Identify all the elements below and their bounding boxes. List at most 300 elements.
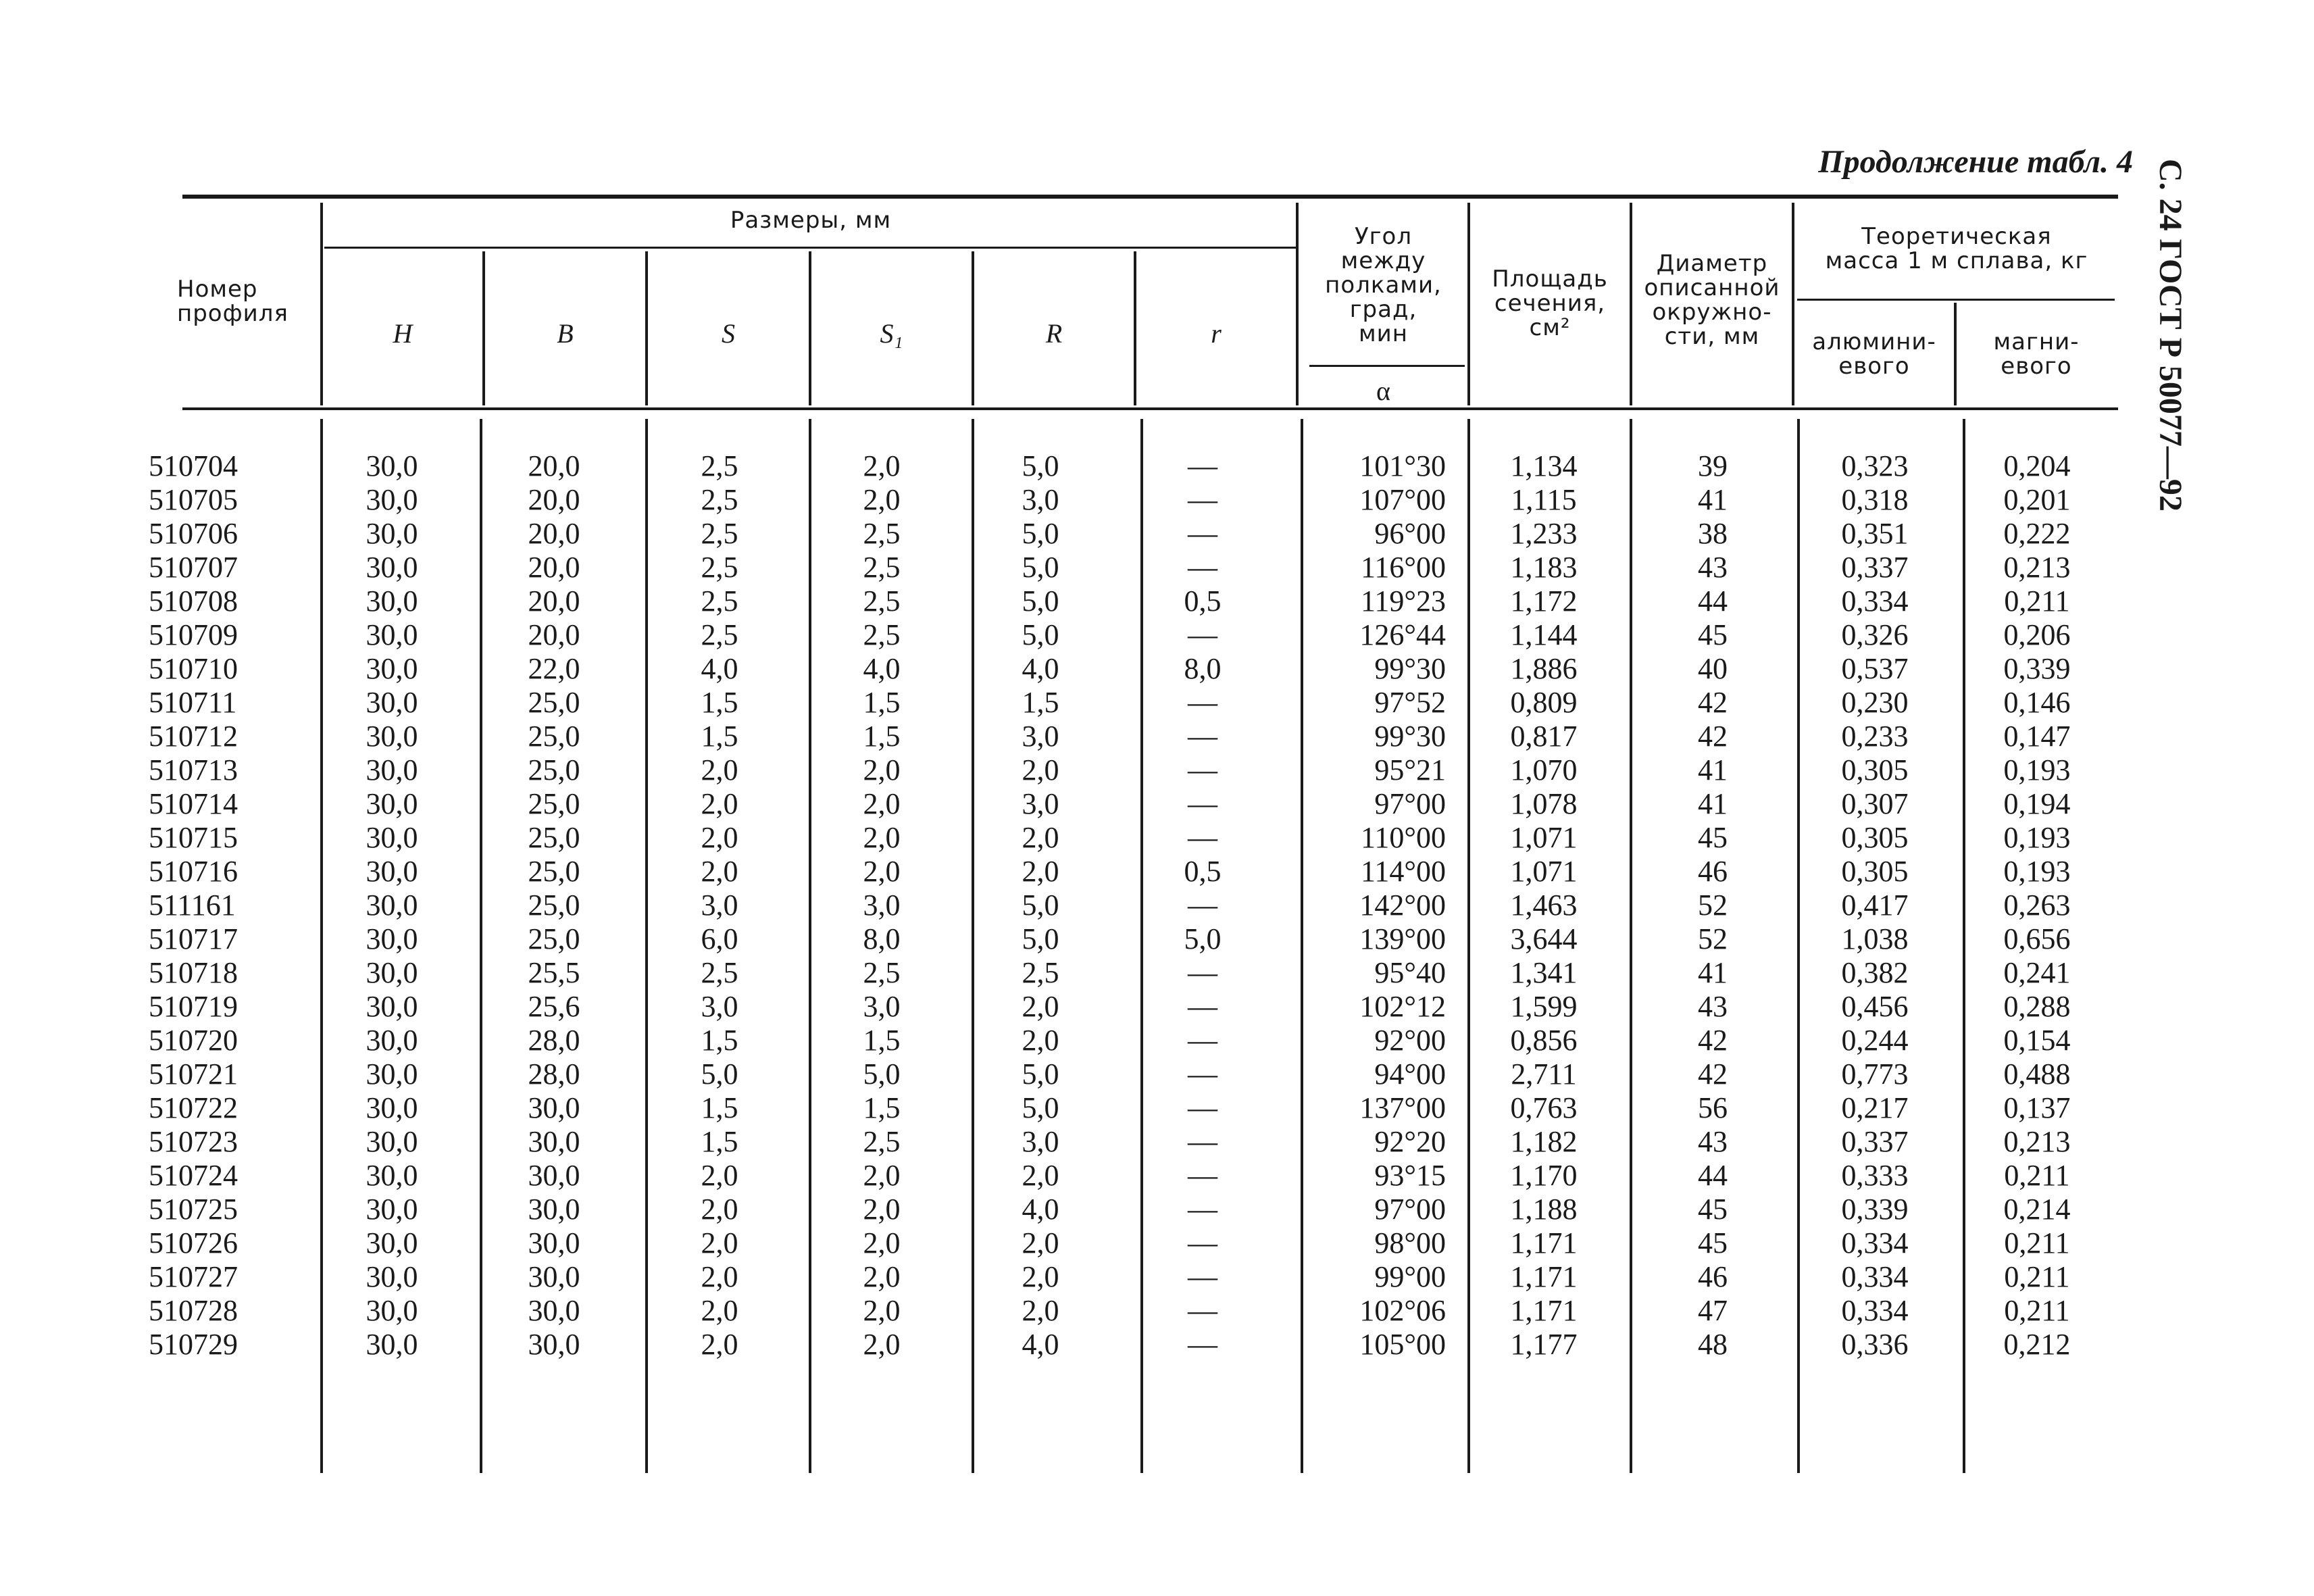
b-cell: 30,0 bbox=[528, 1328, 580, 1361]
big-r-cell: 5,0 bbox=[1022, 922, 1059, 955]
area-cell: 1,170 bbox=[1510, 1159, 1578, 1192]
big-r-cell: 1,5 bbox=[1022, 686, 1059, 719]
angle-cell: 92°00 bbox=[1374, 1024, 1446, 1057]
big-r-cell: 5,0 bbox=[1022, 584, 1059, 618]
magnesium-mass-cell: 0,488 bbox=[2003, 1057, 2071, 1091]
b-cell: 20,0 bbox=[528, 483, 580, 516]
s1-cell: 2,0 bbox=[863, 1159, 901, 1192]
table-row bbox=[0, 1193, 2314, 1226]
s1-cell: 3,0 bbox=[863, 889, 901, 922]
profile-number-cell: 510726 bbox=[149, 1226, 238, 1260]
header-diameter: Диаметр описанной окружно- сти, мм bbox=[1644, 250, 1780, 350]
small-r-cell: — bbox=[1188, 1091, 1217, 1124]
header-bottom-rule bbox=[182, 407, 2118, 410]
angle-cell: 98°00 bbox=[1374, 1226, 1446, 1260]
big-r-cell: 5,0 bbox=[1022, 1091, 1059, 1124]
table-row bbox=[0, 618, 2314, 652]
magnesium-mass-cell: 0,212 bbox=[2003, 1328, 2071, 1361]
aluminum-mass-cell: 0,382 bbox=[1841, 956, 1909, 989]
area-cell: 1,134 bbox=[1510, 449, 1578, 482]
profile-number-cell: 510728 bbox=[149, 1294, 238, 1327]
big-r-cell: 2,0 bbox=[1022, 1294, 1059, 1327]
big-r-cell: 5,0 bbox=[1022, 449, 1059, 482]
angle-cell: 102°12 bbox=[1359, 990, 1446, 1023]
h-cell: 30,0 bbox=[366, 720, 418, 753]
profile-number-cell: 510711 bbox=[149, 686, 237, 719]
small-r-cell: — bbox=[1188, 753, 1217, 787]
angle-cell: 99°30 bbox=[1374, 652, 1446, 685]
s1-cell: 2,5 bbox=[863, 551, 901, 584]
h-cell: 30,0 bbox=[366, 787, 418, 820]
area-cell: 1,171 bbox=[1510, 1226, 1578, 1260]
angle-cell: 116°00 bbox=[1361, 551, 1446, 584]
h-cell: 30,0 bbox=[366, 1294, 418, 1327]
profile-number-cell: 510704 bbox=[149, 449, 238, 482]
profile-number-cell: 510713 bbox=[149, 753, 238, 787]
b-cell: 25,0 bbox=[528, 686, 580, 719]
header-dimensions: Размеры, мм bbox=[730, 207, 892, 234]
h-cell: 30,0 bbox=[366, 855, 418, 888]
diameter-cell: 40 bbox=[1698, 652, 1728, 685]
s-cell: 5,0 bbox=[701, 1057, 738, 1091]
s1-cell: 2,0 bbox=[863, 1260, 901, 1293]
table-row bbox=[0, 584, 2314, 618]
big-r-cell: 2,0 bbox=[1022, 855, 1059, 888]
area-cell: 1,071 bbox=[1510, 855, 1578, 888]
diameter-cell: 56 bbox=[1698, 1091, 1728, 1124]
aluminum-mass-cell: 0,334 bbox=[1841, 584, 1909, 618]
table-row bbox=[0, 517, 2314, 551]
big-r-cell: 4,0 bbox=[1022, 652, 1059, 685]
small-r-cell: — bbox=[1188, 720, 1217, 753]
diameter-cell: 48 bbox=[1698, 1328, 1728, 1361]
profile-number-cell: 510716 bbox=[149, 855, 238, 888]
s-cell: 2,0 bbox=[701, 753, 738, 787]
s1-cell: 2,0 bbox=[863, 1226, 901, 1260]
b-cell: 25,0 bbox=[528, 787, 580, 820]
s1-cell: 4,0 bbox=[863, 652, 901, 685]
table-row bbox=[0, 787, 2314, 821]
diameter-cell: 46 bbox=[1698, 855, 1728, 888]
angle-cell: 119°23 bbox=[1361, 584, 1446, 618]
small-r-cell: 0,5 bbox=[1184, 855, 1222, 888]
area-cell: 1,463 bbox=[1510, 889, 1578, 922]
angle-cell: 95°40 bbox=[1374, 956, 1446, 989]
diameter-cell: 41 bbox=[1698, 956, 1728, 989]
header-divider bbox=[1296, 203, 1299, 405]
magnesium-mass-cell: 0,193 bbox=[2003, 855, 2071, 888]
profile-number-cell: 510705 bbox=[149, 483, 238, 516]
diameter-cell: 45 bbox=[1698, 821, 1728, 854]
header-B: B bbox=[557, 318, 574, 349]
s-cell: 2,0 bbox=[701, 1226, 738, 1260]
magnesium-mass-cell: 0,154 bbox=[2003, 1024, 2071, 1057]
small-r-cell: — bbox=[1188, 1159, 1217, 1192]
diameter-cell: 52 bbox=[1698, 922, 1728, 955]
area-cell: 1,886 bbox=[1510, 652, 1578, 685]
magnesium-mass-cell: 0,213 bbox=[2003, 551, 2071, 584]
big-r-cell: 3,0 bbox=[1022, 1125, 1059, 1158]
aluminum-mass-cell: 0,230 bbox=[1841, 686, 1909, 719]
magnesium-mass-cell: 0,193 bbox=[2003, 753, 2071, 787]
table-continuation-caption: Продолжение табл. 4 bbox=[1818, 144, 2133, 180]
h-cell: 30,0 bbox=[366, 990, 418, 1023]
profile-number-cell: 510717 bbox=[149, 922, 238, 955]
area-cell: 1,171 bbox=[1510, 1260, 1578, 1293]
mass-group-rule bbox=[1797, 299, 2115, 301]
s-cell: 2,0 bbox=[701, 787, 738, 820]
area-cell: 1,171 bbox=[1510, 1294, 1578, 1327]
profile-number-cell: 510718 bbox=[149, 956, 238, 989]
s1-cell: 3,0 bbox=[863, 990, 901, 1023]
s1-cell: 5,0 bbox=[863, 1057, 901, 1091]
h-cell: 30,0 bbox=[366, 517, 418, 550]
b-cell: 28,0 bbox=[528, 1057, 580, 1091]
diameter-cell: 42 bbox=[1698, 686, 1728, 719]
magnesium-mass-cell: 0,213 bbox=[2003, 1125, 2071, 1158]
s-cell: 1,5 bbox=[701, 1091, 738, 1124]
table-top-rule bbox=[182, 195, 2118, 199]
diameter-cell: 42 bbox=[1698, 1057, 1728, 1091]
big-r-cell: 3,0 bbox=[1022, 720, 1059, 753]
h-cell: 30,0 bbox=[366, 483, 418, 516]
page-running-header: С. 24 ГОСТ Р 50077—92 bbox=[2153, 159, 2188, 512]
small-r-cell: — bbox=[1188, 618, 1217, 651]
s1-cell: 2,5 bbox=[863, 956, 901, 989]
big-r-cell: 3,0 bbox=[1022, 483, 1059, 516]
s-cell: 2,0 bbox=[701, 1193, 738, 1226]
b-cell: 30,0 bbox=[528, 1125, 580, 1158]
b-cell: 28,0 bbox=[528, 1024, 580, 1057]
big-r-cell: 2,0 bbox=[1022, 821, 1059, 854]
header-magnesium: магни- евого bbox=[1993, 328, 2080, 380]
b-cell: 30,0 bbox=[528, 1226, 580, 1260]
h-cell: 30,0 bbox=[366, 618, 418, 651]
profile-number-cell: 510719 bbox=[149, 990, 238, 1023]
magnesium-mass-cell: 0,211 bbox=[2004, 1260, 2070, 1293]
area-cell: 1,341 bbox=[1510, 956, 1578, 989]
small-r-cell: — bbox=[1188, 1057, 1217, 1091]
header-angle-symbol: α bbox=[1376, 376, 1390, 406]
table-row bbox=[0, 1091, 2314, 1125]
big-r-cell: 3,0 bbox=[1022, 787, 1059, 820]
area-cell: 0,763 bbox=[1510, 1091, 1578, 1124]
diameter-cell: 47 bbox=[1698, 1294, 1728, 1327]
table-row bbox=[0, 1260, 2314, 1294]
small-r-cell: — bbox=[1188, 1260, 1217, 1293]
b-cell: 25,0 bbox=[528, 855, 580, 888]
table-row bbox=[0, 483, 2314, 517]
angle-cell: 94°00 bbox=[1374, 1057, 1446, 1091]
aluminum-mass-cell: 0,337 bbox=[1841, 1125, 1909, 1158]
aluminum-mass-cell: 0,351 bbox=[1841, 517, 1909, 550]
diameter-cell: 39 bbox=[1698, 449, 1728, 482]
h-cell: 30,0 bbox=[366, 1226, 418, 1260]
profile-number-cell: 510724 bbox=[149, 1159, 238, 1192]
magnesium-mass-cell: 0,211 bbox=[2004, 1159, 2070, 1192]
diameter-cell: 44 bbox=[1698, 1159, 1728, 1192]
h-cell: 30,0 bbox=[366, 1328, 418, 1361]
angle-cell: 110°00 bbox=[1361, 821, 1446, 854]
area-cell: 0,817 bbox=[1510, 720, 1578, 753]
small-r-cell: — bbox=[1188, 483, 1217, 516]
profile-number-cell: 510715 bbox=[149, 821, 238, 854]
h-cell: 30,0 bbox=[366, 1024, 418, 1057]
small-r-cell: — bbox=[1188, 1226, 1217, 1260]
dimensions-group-rule bbox=[324, 247, 1297, 249]
header-divider bbox=[320, 203, 323, 405]
magnesium-mass-cell: 0,214 bbox=[2003, 1193, 2071, 1226]
big-r-cell: 2,0 bbox=[1022, 1260, 1059, 1293]
profile-number-cell: 511161 bbox=[149, 889, 236, 922]
profile-number-cell: 510707 bbox=[149, 551, 238, 584]
s1-cell: 2,0 bbox=[863, 787, 901, 820]
s-cell: 6,0 bbox=[701, 922, 738, 955]
s1-cell: 2,5 bbox=[863, 1125, 901, 1158]
b-cell: 30,0 bbox=[528, 1294, 580, 1327]
s-cell: 4,0 bbox=[701, 652, 738, 685]
aluminum-mass-cell: 0,773 bbox=[1841, 1057, 1909, 1091]
angle-cell: 99°30 bbox=[1374, 720, 1446, 753]
diameter-cell: 41 bbox=[1698, 753, 1728, 787]
profile-number-cell: 510727 bbox=[149, 1260, 238, 1293]
diameter-cell: 43 bbox=[1698, 1125, 1728, 1158]
table-row bbox=[0, 720, 2314, 753]
magnesium-mass-cell: 0,656 bbox=[2003, 922, 2071, 955]
small-r-cell: — bbox=[1188, 551, 1217, 584]
table-row bbox=[0, 551, 2314, 584]
s-cell: 3,0 bbox=[701, 990, 738, 1023]
s1-cell: 2,5 bbox=[863, 517, 901, 550]
table-row bbox=[0, 956, 2314, 990]
angle-cell: 102°06 bbox=[1359, 1294, 1446, 1327]
h-cell: 30,0 bbox=[366, 889, 418, 922]
s-cell: 2,5 bbox=[701, 483, 738, 516]
s1-cell: 2,5 bbox=[863, 584, 901, 618]
aluminum-mass-cell: 1,038 bbox=[1841, 922, 1909, 955]
header-R: R bbox=[1045, 318, 1063, 349]
aluminum-mass-cell: 0,305 bbox=[1841, 855, 1909, 888]
aluminum-mass-cell: 0,417 bbox=[1841, 889, 1909, 922]
s-cell: 2,0 bbox=[701, 1159, 738, 1192]
diameter-cell: 42 bbox=[1698, 720, 1728, 753]
aluminum-mass-cell: 0,318 bbox=[1841, 483, 1909, 516]
area-cell: 1,078 bbox=[1510, 787, 1578, 820]
profile-number-cell: 510706 bbox=[149, 517, 238, 550]
angle-cell: 96°00 bbox=[1374, 517, 1446, 550]
table-row bbox=[0, 1294, 2314, 1328]
angle-cell: 139°00 bbox=[1359, 922, 1446, 955]
table-row bbox=[0, 652, 2314, 686]
small-r-cell: — bbox=[1188, 686, 1217, 719]
header-r: r bbox=[1211, 318, 1222, 349]
magnesium-mass-cell: 0,211 bbox=[2004, 1294, 2070, 1327]
b-cell: 25,0 bbox=[528, 720, 580, 753]
angle-cell: 107°00 bbox=[1359, 483, 1446, 516]
s-cell: 2,5 bbox=[701, 517, 738, 550]
diameter-cell: 45 bbox=[1698, 1226, 1728, 1260]
magnesium-mass-cell: 0,241 bbox=[2003, 956, 2071, 989]
h-cell: 30,0 bbox=[366, 1193, 418, 1226]
area-cell: 1,070 bbox=[1510, 753, 1578, 787]
table-row bbox=[0, 1226, 2314, 1260]
s-cell: 2,0 bbox=[701, 1260, 738, 1293]
angle-cell: 92°20 bbox=[1374, 1125, 1446, 1158]
header-angle: Угол между полками, град, мин bbox=[1325, 223, 1442, 347]
big-r-cell: 5,0 bbox=[1022, 1057, 1059, 1091]
small-r-cell: — bbox=[1188, 787, 1217, 820]
big-r-cell: 4,0 bbox=[1022, 1193, 1059, 1226]
header-theoretical-mass: Теоретическая масса 1 м сплава, кг bbox=[1825, 223, 2088, 274]
magnesium-mass-cell: 0,147 bbox=[2003, 720, 2071, 753]
s-cell: 2,5 bbox=[701, 956, 738, 989]
s-cell: 1,5 bbox=[701, 1024, 738, 1057]
magnesium-mass-cell: 0,288 bbox=[2003, 990, 2071, 1023]
header-H: H bbox=[393, 318, 413, 349]
h-cell: 30,0 bbox=[366, 449, 418, 482]
big-r-cell: 5,0 bbox=[1022, 551, 1059, 584]
big-r-cell: 5,0 bbox=[1022, 517, 1059, 550]
profile-number-cell: 510710 bbox=[149, 652, 238, 685]
s1-cell: 1,5 bbox=[863, 720, 901, 753]
diameter-cell: 41 bbox=[1698, 483, 1728, 516]
area-cell: 1,183 bbox=[1510, 551, 1578, 584]
small-r-cell: 0,5 bbox=[1184, 584, 1222, 618]
area-cell: 1,071 bbox=[1510, 821, 1578, 854]
small-r-cell: 8,0 bbox=[1184, 652, 1222, 685]
diameter-cell: 45 bbox=[1698, 618, 1728, 651]
small-r-cell: — bbox=[1188, 1125, 1217, 1158]
b-cell: 20,0 bbox=[528, 618, 580, 651]
aluminum-mass-cell: 0,537 bbox=[1841, 652, 1909, 685]
aluminum-mass-cell: 0,456 bbox=[1841, 990, 1909, 1023]
table-row bbox=[0, 855, 2314, 889]
table-row bbox=[0, 1328, 2314, 1362]
aluminum-mass-cell: 0,336 bbox=[1841, 1328, 1909, 1361]
b-cell: 30,0 bbox=[528, 1159, 580, 1192]
h-cell: 30,0 bbox=[366, 956, 418, 989]
big-r-cell: 2,0 bbox=[1022, 753, 1059, 787]
small-r-cell: — bbox=[1188, 990, 1217, 1023]
angle-cell: 97°00 bbox=[1374, 787, 1446, 820]
small-r-cell: — bbox=[1188, 449, 1217, 482]
s1-cell: 2,0 bbox=[863, 753, 901, 787]
aluminum-mass-cell: 0,337 bbox=[1841, 551, 1909, 584]
header-S1: S₁ bbox=[880, 318, 903, 349]
b-cell: 20,0 bbox=[528, 449, 580, 482]
aluminum-mass-cell: 0,326 bbox=[1841, 618, 1909, 651]
b-cell: 30,0 bbox=[528, 1091, 580, 1124]
table-body bbox=[0, 449, 2314, 1362]
area-cell: 1,115 bbox=[1511, 483, 1577, 516]
s-cell: 2,5 bbox=[701, 584, 738, 618]
angle-cell: 95°21 bbox=[1374, 753, 1446, 787]
area-cell: 0,809 bbox=[1510, 686, 1578, 719]
profile-number-cell: 510722 bbox=[149, 1091, 238, 1124]
s-cell: 2,0 bbox=[701, 821, 738, 854]
table-row bbox=[0, 922, 2314, 956]
big-r-cell: 2,0 bbox=[1022, 1159, 1059, 1192]
b-cell: 20,0 bbox=[528, 517, 580, 550]
aluminum-mass-cell: 0,217 bbox=[1841, 1091, 1909, 1124]
aluminum-mass-cell: 0,334 bbox=[1841, 1226, 1909, 1260]
b-cell: 25,0 bbox=[528, 922, 580, 955]
aluminum-mass-cell: 0,333 bbox=[1841, 1159, 1909, 1192]
big-r-cell: 2,5 bbox=[1022, 956, 1059, 989]
h-cell: 30,0 bbox=[366, 753, 418, 787]
aluminum-mass-cell: 0,334 bbox=[1841, 1260, 1909, 1293]
s1-cell: 2,0 bbox=[863, 449, 901, 482]
diameter-cell: 44 bbox=[1698, 584, 1728, 618]
angle-symbol-rule bbox=[1309, 365, 1465, 367]
angle-cell: 142°00 bbox=[1359, 889, 1446, 922]
magnesium-mass-cell: 0,206 bbox=[2003, 618, 2071, 651]
s-cell: 2,5 bbox=[701, 551, 738, 584]
magnesium-mass-cell: 0,222 bbox=[2003, 517, 2071, 550]
s1-cell: 2,0 bbox=[863, 1193, 901, 1226]
b-cell: 25,0 bbox=[528, 753, 580, 787]
table-row bbox=[0, 753, 2314, 787]
h-cell: 30,0 bbox=[366, 1091, 418, 1124]
angle-cell: 105°00 bbox=[1359, 1328, 1446, 1361]
profile-number-cell: 510712 bbox=[149, 720, 238, 753]
profile-number-cell: 510729 bbox=[149, 1328, 238, 1361]
header-aluminum: алюмини- евого bbox=[1812, 328, 1936, 380]
s1-cell: 2,0 bbox=[863, 1294, 901, 1327]
profile-number-cell: 510721 bbox=[149, 1057, 238, 1091]
big-r-cell: 2,0 bbox=[1022, 1226, 1059, 1260]
small-r-cell: — bbox=[1188, 517, 1217, 550]
magnesium-mass-cell: 0,146 bbox=[2003, 686, 2071, 719]
diameter-cell: 43 bbox=[1698, 551, 1728, 584]
magnesium-mass-cell: 0,204 bbox=[2003, 449, 2071, 482]
profile-number-cell: 510708 bbox=[149, 584, 238, 618]
area-cell: 1,177 bbox=[1510, 1328, 1578, 1361]
small-r-cell: — bbox=[1188, 889, 1217, 922]
s1-cell: 2,0 bbox=[863, 483, 901, 516]
s1-cell: 2,0 bbox=[863, 855, 901, 888]
b-cell: 25,0 bbox=[528, 821, 580, 854]
small-r-cell: — bbox=[1188, 1294, 1217, 1327]
diameter-cell: 52 bbox=[1698, 889, 1728, 922]
b-cell: 25,0 bbox=[528, 889, 580, 922]
magnesium-mass-cell: 0,211 bbox=[2004, 584, 2070, 618]
diameter-cell: 43 bbox=[1698, 990, 1728, 1023]
aluminum-mass-cell: 0,323 bbox=[1841, 449, 1909, 482]
diameter-cell: 42 bbox=[1698, 1024, 1728, 1057]
small-r-cell: — bbox=[1188, 956, 1217, 989]
table-row bbox=[0, 1024, 2314, 1057]
b-cell: 20,0 bbox=[528, 551, 580, 584]
h-cell: 30,0 bbox=[366, 1260, 418, 1293]
b-cell: 30,0 bbox=[528, 1193, 580, 1226]
h-cell: 30,0 bbox=[366, 821, 418, 854]
header-S: S bbox=[722, 318, 735, 349]
big-r-cell: 5,0 bbox=[1022, 889, 1059, 922]
s1-cell: 1,5 bbox=[863, 1024, 901, 1057]
magnesium-mass-cell: 0,137 bbox=[2003, 1091, 2071, 1124]
area-cell: 1,182 bbox=[1510, 1125, 1578, 1158]
area-cell: 1,172 bbox=[1510, 584, 1578, 618]
angle-cell: 97°52 bbox=[1374, 686, 1446, 719]
h-cell: 30,0 bbox=[366, 1125, 418, 1158]
h-cell: 30,0 bbox=[366, 551, 418, 584]
b-cell: 30,0 bbox=[528, 1260, 580, 1293]
small-r-cell: — bbox=[1188, 1328, 1217, 1361]
s1-cell: 1,5 bbox=[863, 686, 901, 719]
table-row bbox=[0, 1057, 2314, 1091]
header-profile-number: Номер профиля bbox=[177, 276, 288, 327]
